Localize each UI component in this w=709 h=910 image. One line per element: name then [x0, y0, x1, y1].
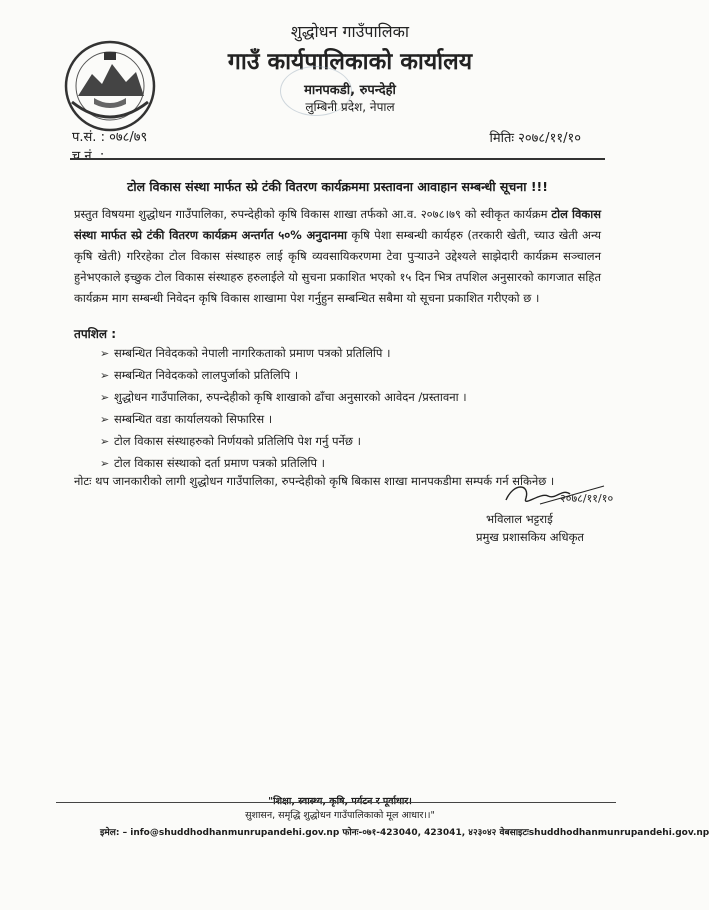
notice-note: नोटः थप जानकारीको लागी शुद्धोधन गाउँपालिका, रुपन्देहीको कृषि बिकास शाखा मानपकडीमा सम्पर्क गर्न सकिनेछ ।: [74, 474, 555, 488]
chalani-number: च.नं. :: [72, 149, 105, 164]
document-list: [100, 342, 580, 474]
notice-title: टोल विकास संस्था मार्फत स्प्रे टंकी वितरण कार्यक्रममा प्रस्तावना आवाहान सम्बन्धी सूचना !!!: [127, 179, 548, 194]
body-program-name: टोल विकास संस्था मार्फत स्प्रे टंकी वितरण कार्यक्रम अन्तर्गत ५०% अनुदानमा: [74, 207, 601, 242]
list-item: ➢ टोल विकास संस्थाहरुको निर्णयको प्रतिलिपि पेश गर्नु पर्नेछ ।: [100, 430, 580, 452]
handwritten-signature: [500, 478, 614, 512]
arrow-bullet-icon: ➢: [100, 457, 110, 470]
notice-date: मितिः २०७८/११/१०: [489, 131, 581, 146]
header-divider: [70, 158, 605, 160]
footer-divider: [56, 802, 616, 803]
office-name: गाउँ कार्यपालिकाको कार्यालय: [227, 49, 473, 75]
arrow-bullet-icon: ➢: [100, 391, 110, 404]
list-item: ➢ सम्बन्धित निवेदकको लालपुर्जाको प्रतिलिपि ।: [100, 364, 580, 386]
list-item: ➢ शुद्धोधन गाउँपालिका, रुपन्देहीको कृषि शाखाको ढाँचा अनुसारको आवेदन /प्रस्तावना ।: [100, 386, 580, 408]
list-item: ➢ सम्बन्धित वडा कार्यालयको सिफारिस ।: [100, 408, 580, 430]
arrow-bullet-icon: ➢: [100, 435, 110, 448]
patra-sankhya: प.सं. : ०७८/७९: [72, 130, 148, 145]
signatory-title: प्रमुख प्रशासकिय अधिकृत: [476, 530, 584, 544]
nepal-emblem-logo: [60, 40, 160, 132]
list-item: ➢ सम्बन्धित निवेदकको नेपाली नागरिकताको प्रमाण पत्रको प्रतिलिपि ।: [100, 342, 580, 364]
signature-date: २०७८/११/१०: [560, 492, 614, 505]
list-item: ➢ टोल विकास संस्थाको दर्ता प्रमाण पत्रको प्रतिलिपि ।: [100, 452, 580, 474]
footer-motto: "शिक्षा, स्वास्थ्य, कृषि, पर्यटन र पूर्वाधार।: [268, 796, 412, 807]
footer-contact: इमेल: – info@shuddhodhanmunrupandehi.gov.np फोनः-०७१-423040, 423041, ४२३०४२ वेबसाइटःshuddhodhanmunrupandehi.gov.np: [100, 828, 709, 838]
notice-body: [74, 204, 601, 309]
tapsil-label: तपशिल :: [74, 327, 117, 341]
arrow-bullet-icon: ➢: [100, 413, 110, 426]
signatory-name: भविलाल भट्टराई: [486, 512, 553, 526]
municipality-name: शुद्धोधन गाउँपालिका: [290, 22, 410, 41]
arrow-bullet-icon: ➢: [100, 347, 110, 360]
office-location: मानपकडी, रुपन्देही: [304, 83, 396, 98]
body-details: कृषि पेशा सम्बन्धी कार्यहरु (तरकारी खेती, च्याउ खेती अन्य कृषि खेती) गरिरहेका टोल विकास संस्थाहरु लाई कृषि व्यवसायिकरणमा टेवा पुऱ्याउने उद्देश्यले साझेदारी कार्यक्रम सञ्चालन हुनेभएकाले इच्छुक टोल विकास संस्थाहरु हरुलाईले यो सुचना प्रकाशित भएको १५ दिन भित्र तपशिल अनुसारको कागजात सहित कार्यक्रम माग सम्बन्धी निवेदन कृषि विकास शाखामा पेश गर्नुहुन सम्बन्धित सबैमा यो सूचना प्रकाशित गरीएको छ ।: [74, 228, 602, 305]
arrow-bullet-icon: ➢: [100, 369, 110, 382]
office-province: लुम्बिनी प्रदेश, नेपाल: [305, 100, 395, 114]
body-intro: प्रस्तुत विषयमा शुद्धोधन गाउँपालिका, रुपन्देहीको कृषि विकास शाखा तर्फको आ.व. २०७८।७९ को स्वीकृत कार्यक्रम: [74, 207, 552, 221]
footer-motto-line2: सुशासन, समृद्धि शुद्धोधन गाउँपालिकाको मूल आधार।।": [245, 810, 435, 821]
